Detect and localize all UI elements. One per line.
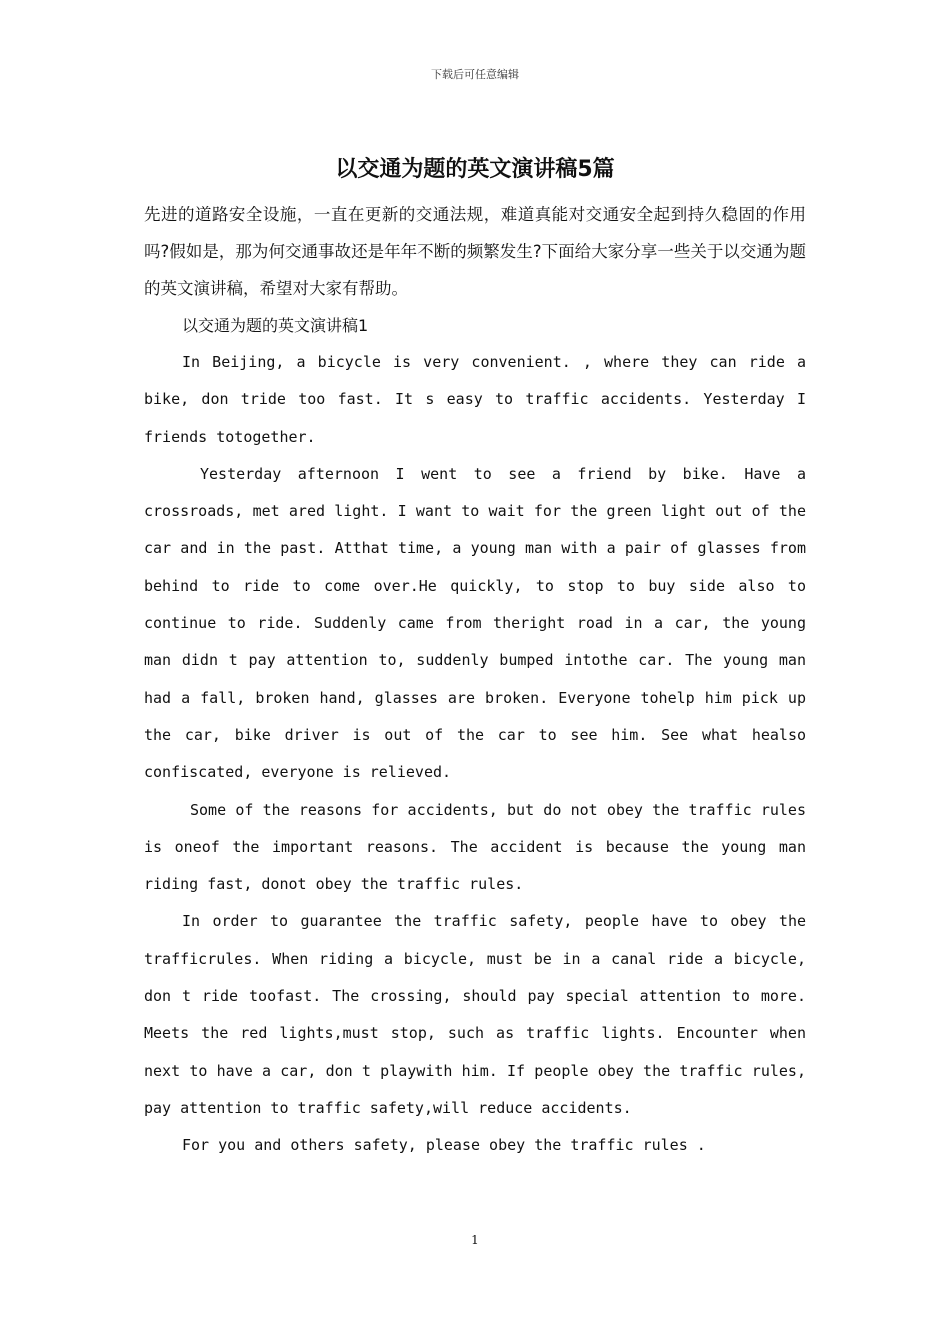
speech-body [144, 344, 806, 1165]
body-paragraph-3: Some of the reasons for accidents, but do not obey the traffic rules is oneof the important reasons. The accident is because the young man riding fast, donot obey the traffic rules. [144, 800, 806, 894]
page-header-note: 下载后可任意编辑 [431, 68, 519, 81]
body-paragraph-5: For you and others safety, please obey the traffic rules . [182, 1136, 706, 1155]
intro-paragraph: 先进的道路安全设施，一直在更新的交通法规，难道真能对交通安全起到持久稳固的作用吗?假如是，那为何交通事故还是年年不断的频繁发生?下面给大家分享一些关于以交通为题的英文演讲稿，希望对大家有帮助。 [144, 205, 806, 298]
body-paragraph-2: Yesterday afternoon I went to see a friend by bike. Have a crossroads, met ared light. I want to wait for the green light out of the car and in the past. Atthat time, a young man with a pair of glasses from behind to ride to come over.He quickly, to stop to buy side also to continue to ride. Suddenly came from theright road in a car, the young man didn t pay attention to, suddenly bumped intothe car. The young man had a fall, broken hand, glasses are broken. Everyone tohelp him pick up the car, bike driver is out of the car to see him. See what healso confiscated, everyone is relieved. [144, 464, 806, 782]
body-paragraph-1: In Beijing, a bicycle is very convenient. , where they can ride a bike, don tride too fast. It s easy to traffic accidents. Yesterday I friends totogether. [144, 353, 806, 446]
body-paragraph-4: In order to guarantee the traffic safety, people have to obey the trafficrules. When riding a bicycle, must be in a canal ride a bicycle, don t ride toofast. The crossing, should pay special attention to more. Meets the red lights,must stop, such as traffic lights. Encounter when next to have a car, don t playwith him. If people obey the traffic rules, pay attention to traffic safety,will reduce accidents. [144, 912, 806, 1117]
section-heading: 以交通为题的英文演讲稿1 [182, 316, 369, 335]
document-title: 以交通为题的英文演讲稿5篇 [335, 157, 615, 182]
page-number: 1 [471, 1233, 479, 1247]
